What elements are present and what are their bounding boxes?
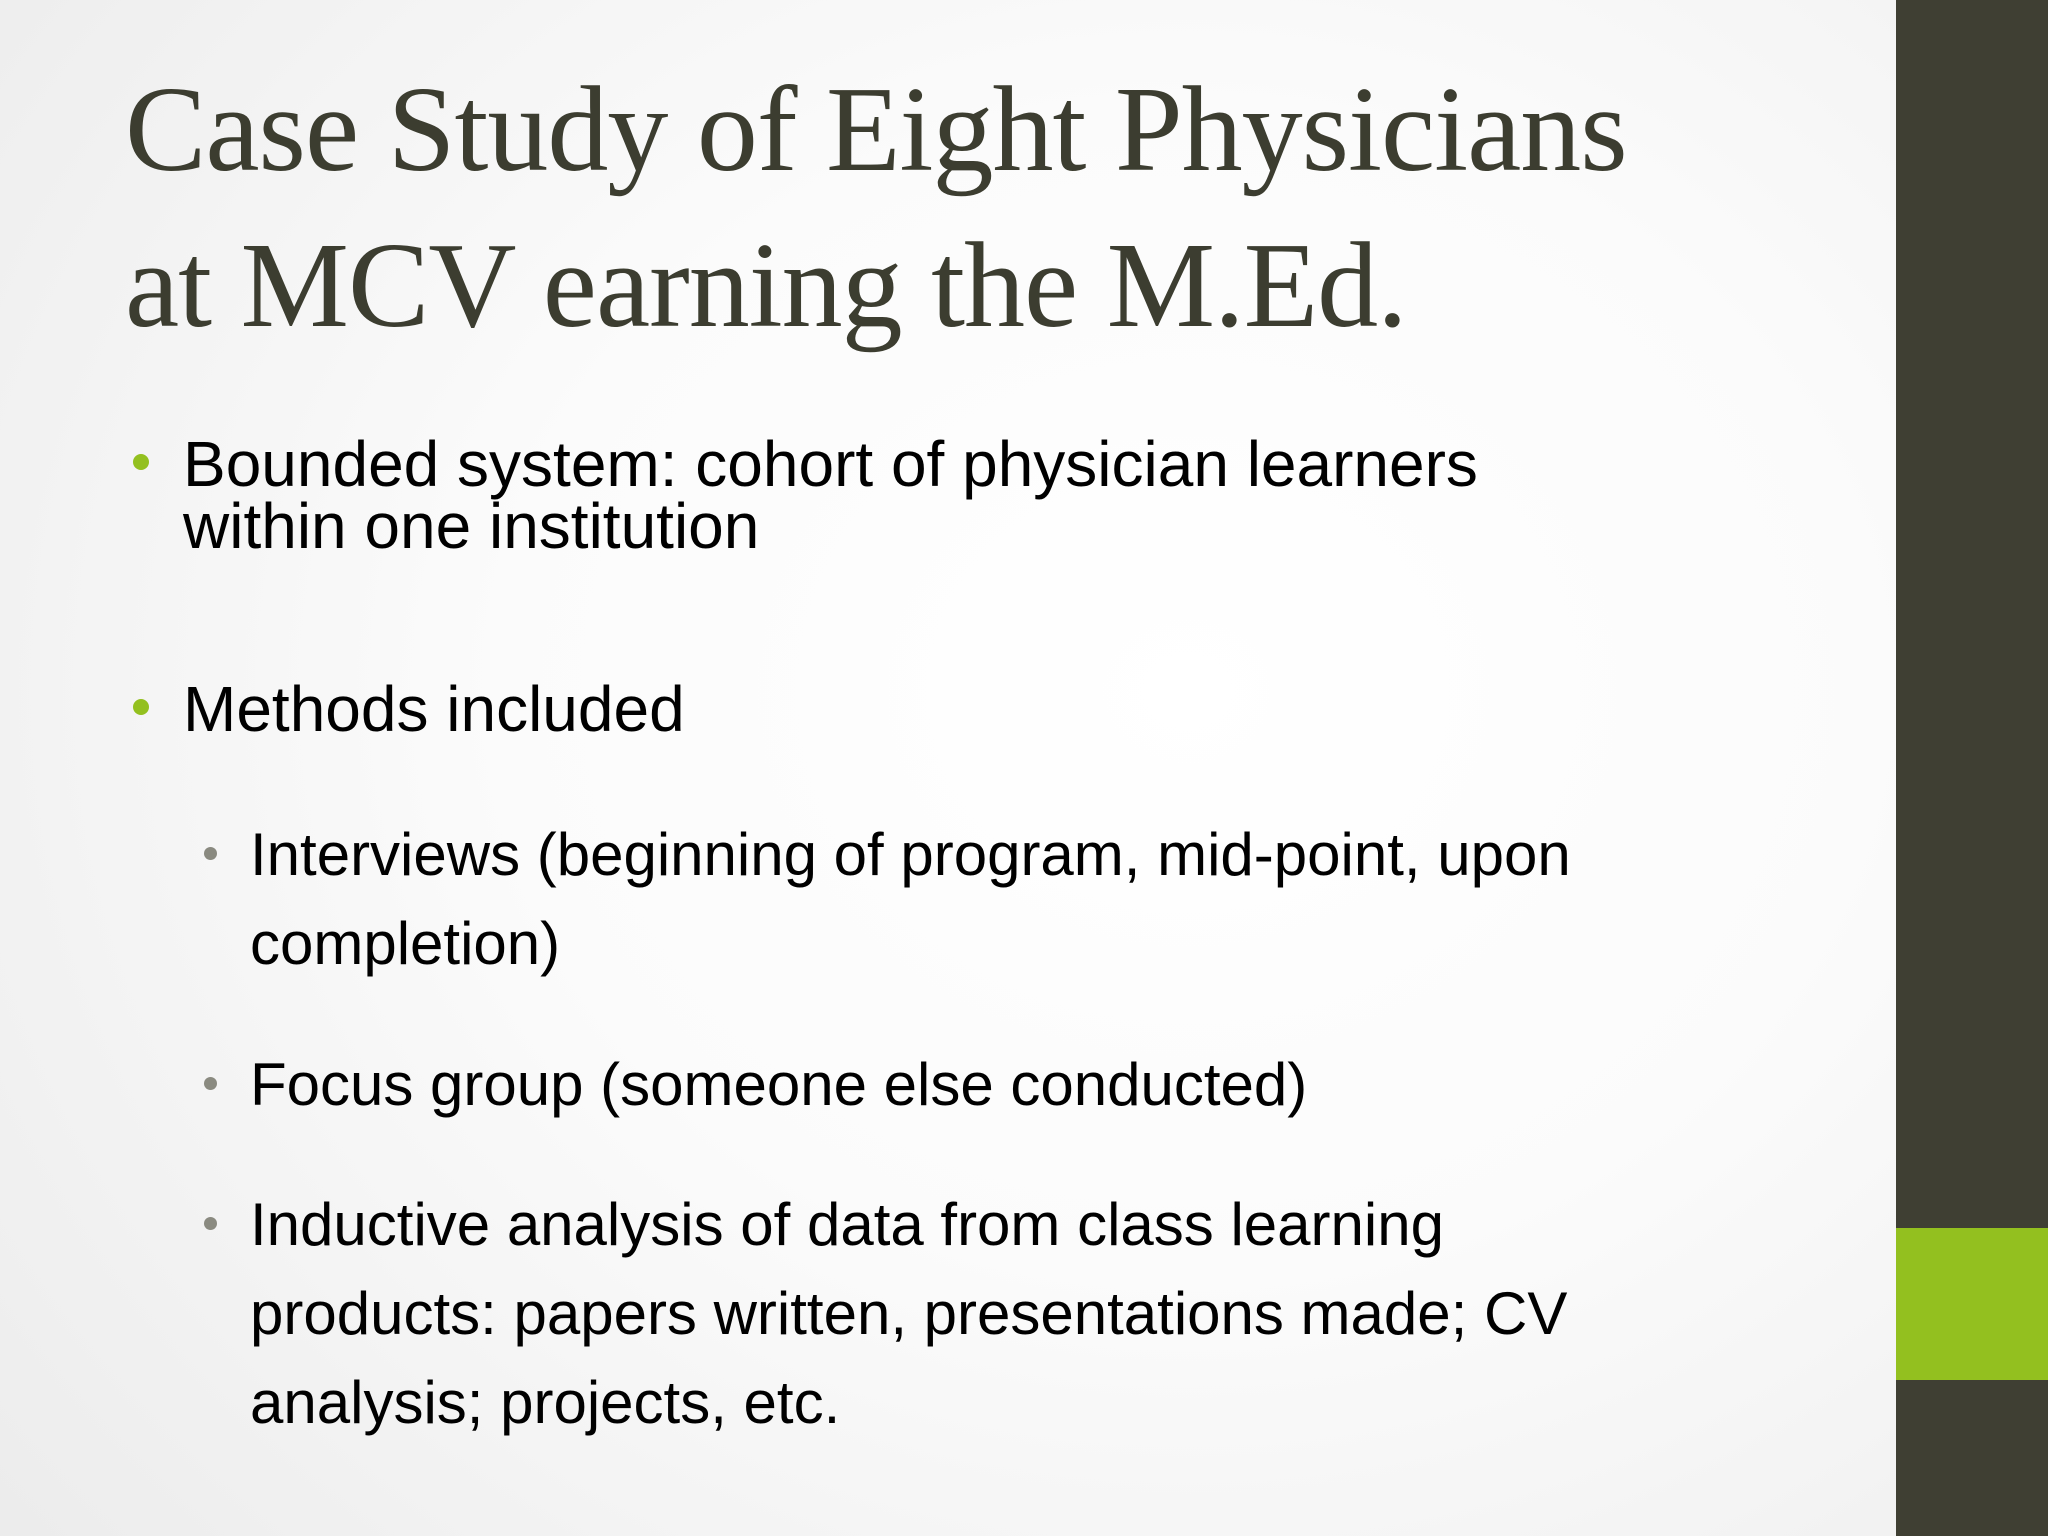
slide-title-line-2: at MCV earning the M.Ed. (125, 218, 1407, 353)
sub-bullet-dot-icon (204, 847, 217, 860)
bullet-text-line: within one institution (183, 490, 760, 562)
slide-title-line-1: Case Study of Eight Physicians (125, 62, 1627, 197)
bullet-methods-included (183, 673, 685, 745)
sub-bullet-dot-icon (204, 1217, 217, 1230)
bullet-text-line: Bounded system: cohort of physician learners (183, 428, 1478, 500)
sub-bullet-text-line: Inductive analysis of data from class learning (250, 1191, 1444, 1258)
sidebar-accent-block (1896, 1228, 2048, 1380)
sub-bullet-text-line: products: papers written, presentations made; CV (250, 1280, 1568, 1347)
bullet-text-line: Methods included (183, 673, 685, 745)
sub-bullet-text-line: Interviews (beginning of program, mid-point, upon (250, 821, 1571, 888)
sub-bullet-text-line: Focus group (someone else conducted) (250, 1051, 1308, 1118)
slide-title (125, 52, 1865, 364)
sub-bullet-inductive-analysis (250, 1180, 1567, 1447)
bullet-dot-icon (133, 699, 149, 715)
sub-bullet-text-line: completion) (250, 910, 561, 977)
sub-bullet-dot-icon (204, 1077, 217, 1090)
sub-bullet-text-line: analysis; projects, etc. (250, 1369, 841, 1436)
sub-bullet-interviews (250, 810, 1571, 988)
sub-bullet-focus-group (250, 1040, 1307, 1129)
bullet-dot-icon (133, 454, 149, 470)
bullet-bounded-system (183, 428, 1478, 562)
